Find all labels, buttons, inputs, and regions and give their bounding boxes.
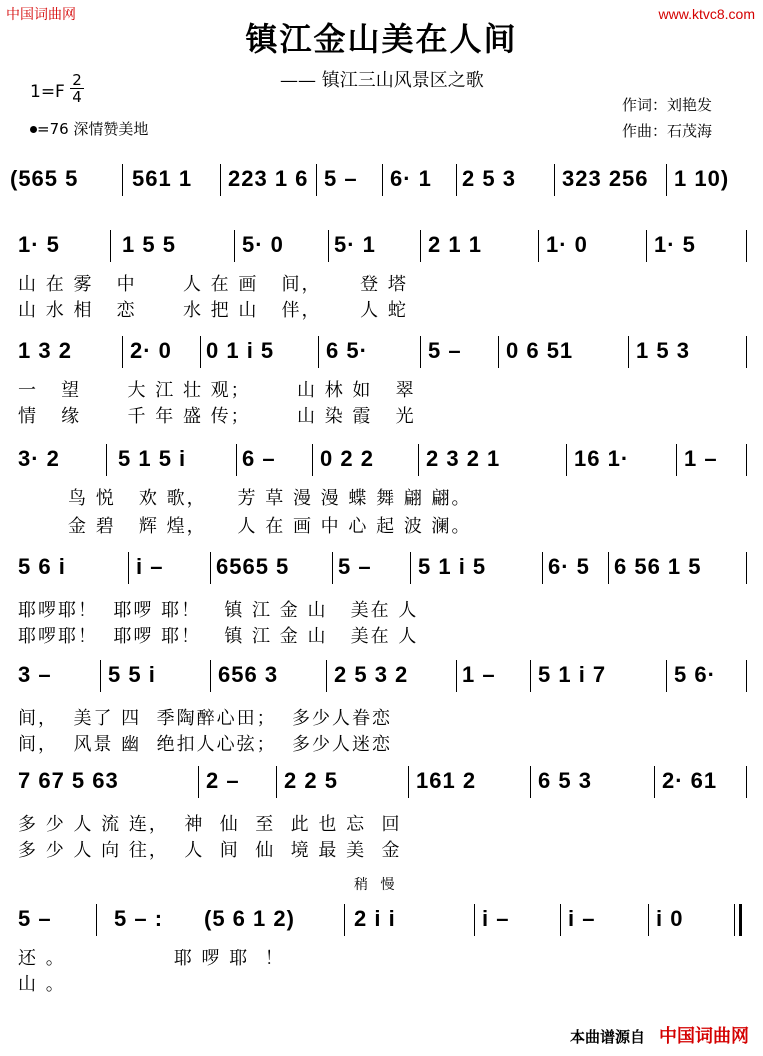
source-footer bbox=[570, 1022, 749, 1048]
bar-line bbox=[746, 660, 747, 692]
bar-line bbox=[530, 766, 531, 798]
bar-line bbox=[236, 444, 237, 476]
bar-line bbox=[110, 230, 111, 262]
measure: 0 1 i 5 bbox=[206, 338, 275, 363]
lyric-verse-2: 金 碧 辉 煌， 人 在 画 中 心 起 波 澜。 bbox=[68, 516, 472, 537]
measure: 2· 0 bbox=[130, 338, 172, 363]
bar-line bbox=[418, 444, 419, 476]
measure: 1· 0 bbox=[546, 232, 588, 257]
bar-line bbox=[498, 336, 499, 368]
bar-line bbox=[676, 444, 677, 476]
measure: 6 56 1 5 bbox=[614, 554, 702, 579]
quarter-note-icon bbox=[30, 126, 37, 133]
measure: 2 5 3 bbox=[462, 166, 516, 191]
bar-line bbox=[100, 660, 101, 692]
bar-line bbox=[560, 904, 561, 936]
bar-line bbox=[128, 552, 129, 584]
measure: 2 5 3 2 bbox=[334, 662, 409, 687]
bar-line bbox=[96, 904, 97, 936]
bar-line bbox=[648, 904, 649, 936]
measure: 7 67 5 63 bbox=[18, 768, 119, 793]
measure: 5 1 i 7 bbox=[538, 662, 607, 687]
bar-line bbox=[344, 904, 345, 936]
measure: 6· 5 bbox=[548, 554, 590, 579]
lyricist: 作词：刘艳发 bbox=[622, 96, 713, 114]
measure: i 0 bbox=[656, 906, 684, 931]
measure: 2 2 5 bbox=[284, 768, 338, 793]
footer-site-link[interactable]: 中国词曲网 bbox=[659, 1026, 749, 1047]
measure: 2 1 1 bbox=[428, 232, 482, 257]
bar-line bbox=[326, 660, 327, 692]
measure: 6· 1 bbox=[390, 166, 432, 191]
measure: 5 – bbox=[324, 166, 358, 191]
bar-line bbox=[608, 552, 609, 584]
notes-line-0 bbox=[10, 160, 752, 198]
measure: 5 6· bbox=[674, 662, 716, 687]
lyric-verse-2: 多 少 人 向 往， 人 间 仙 境 最 美 金 bbox=[18, 840, 402, 861]
bar-line bbox=[456, 164, 457, 196]
measure: 1· 5 bbox=[654, 232, 696, 257]
bar-line bbox=[318, 336, 319, 368]
measure: (565 5 bbox=[10, 166, 79, 191]
tempo-change-marking: 稍 慢 bbox=[354, 877, 399, 893]
measure: i – bbox=[482, 906, 510, 931]
bar-line bbox=[382, 164, 383, 196]
measure: 1 – bbox=[684, 446, 718, 471]
bar-line bbox=[420, 336, 421, 368]
measure: 1 3 2 bbox=[18, 338, 72, 363]
bar-line bbox=[332, 552, 333, 584]
bar-line bbox=[420, 230, 421, 262]
lyric-verse-1: 还 。 耶 啰 耶 ！ bbox=[18, 948, 285, 969]
time-sig-top: 2 bbox=[72, 71, 82, 89]
bar-line bbox=[198, 766, 199, 798]
notes-line-2 bbox=[10, 332, 752, 370]
measure: 5 – bbox=[338, 554, 372, 579]
notes-line-7 bbox=[10, 900, 752, 938]
bar-line bbox=[746, 444, 747, 476]
measure: 3· 2 bbox=[18, 446, 60, 471]
measure: 0 2 2 bbox=[320, 446, 374, 471]
measure: 5 – : bbox=[114, 906, 164, 931]
measure: (5 6 1 2) bbox=[204, 906, 295, 931]
bar-line bbox=[566, 444, 567, 476]
lyric-verse-2: 山 。 bbox=[18, 974, 66, 995]
bar-line bbox=[328, 230, 329, 262]
bar-line bbox=[538, 230, 539, 262]
bar-line bbox=[666, 660, 667, 692]
bar-line bbox=[530, 660, 531, 692]
measure: 5· 1 bbox=[334, 232, 376, 257]
key-signature: 1=F bbox=[30, 82, 65, 102]
bar-line bbox=[456, 660, 457, 692]
bar-line bbox=[408, 766, 409, 798]
tempo-text: =76 深情赞美地 bbox=[37, 120, 149, 138]
lyric-verse-2: 耶啰耶！ 耶啰 耶！ 镇 江 金 山 美在 人 bbox=[18, 626, 419, 647]
measure: 223 1 6 bbox=[228, 166, 309, 191]
measure: 323 256 bbox=[562, 166, 649, 191]
measure: 561 1 bbox=[132, 166, 193, 191]
bar-line bbox=[554, 164, 555, 196]
lyric-verse-1: 山 在 雾 中 人 在 画 间， 登 塔 bbox=[18, 274, 408, 295]
song-title: 镇江金山美在人间 bbox=[245, 20, 518, 58]
notes-line-1 bbox=[10, 226, 752, 264]
tempo-marking bbox=[30, 118, 148, 139]
bar-line bbox=[200, 336, 201, 368]
bar-line bbox=[122, 336, 123, 368]
bar-line bbox=[474, 904, 475, 936]
lyric-verse-2: 间， 风景 幽 绝扣人心弦； 多少人迷恋 bbox=[18, 734, 393, 755]
measure: 5 1 5 i bbox=[118, 446, 187, 471]
bar-line bbox=[106, 444, 107, 476]
measure: i – bbox=[136, 554, 164, 579]
measure: 1 5 5 bbox=[122, 232, 176, 257]
measure: 1 5 3 bbox=[636, 338, 690, 363]
measure: 5 1 i 5 bbox=[418, 554, 487, 579]
final-bar-line bbox=[734, 904, 742, 936]
bar-line bbox=[316, 164, 317, 196]
site-url-right[interactable]: www.ktvc8.com bbox=[658, 6, 755, 22]
measure: 6 5· bbox=[326, 338, 368, 363]
bar-line bbox=[628, 336, 629, 368]
bar-line bbox=[666, 164, 667, 196]
bar-line bbox=[746, 766, 747, 798]
measure: 5 – bbox=[428, 338, 462, 363]
bar-line bbox=[746, 552, 747, 584]
measure: 5 – bbox=[18, 906, 52, 931]
bar-line bbox=[122, 164, 123, 196]
time-sig-bottom: 4 bbox=[70, 88, 84, 105]
measure: 0 6 51 bbox=[506, 338, 574, 363]
bar-line bbox=[542, 552, 543, 584]
bar-line bbox=[210, 660, 211, 692]
bar-line bbox=[410, 552, 411, 584]
site-logo-left[interactable]: 中国词曲网 bbox=[6, 6, 76, 22]
measure: 2 i i bbox=[354, 906, 396, 931]
measure: 2 3 2 1 bbox=[426, 446, 501, 471]
lyric-verse-2: 山 水 相 恋 水 把 山 伴， 人 蛇 bbox=[18, 300, 408, 321]
time-signature bbox=[70, 72, 84, 105]
notes-line-5 bbox=[10, 656, 752, 694]
measure: 1 10) bbox=[674, 166, 730, 191]
lyric-verse-2: 情 缘 千 年 盛 传； 山 染 霞 光 bbox=[18, 406, 416, 427]
measure: 2 – bbox=[206, 768, 240, 793]
lyric-verse-1: 耶啰耶！ 耶啰 耶！ 镇 江 金 山 美在 人 bbox=[18, 600, 419, 621]
measure: 5 6 i bbox=[18, 554, 66, 579]
notes-line-6 bbox=[10, 762, 752, 800]
bar-line bbox=[210, 552, 211, 584]
measure: 16 1· bbox=[574, 446, 630, 471]
bar-line bbox=[654, 766, 655, 798]
lyric-verse-1: 多 少 人 流 连， 神 仙 至 此 也 忘 回 bbox=[18, 814, 402, 835]
measure: 6565 5 bbox=[216, 554, 290, 579]
measure: 5· 0 bbox=[242, 232, 284, 257]
lyric-verse-1: 间， 美了 四 季陶醉心田； 多少人眷恋 bbox=[18, 708, 393, 729]
measure: 2· 61 bbox=[662, 768, 718, 793]
bar-line bbox=[646, 230, 647, 262]
measure: i – bbox=[568, 906, 596, 931]
measure: 6 – bbox=[242, 446, 276, 471]
bar-line bbox=[234, 230, 235, 262]
composer: 作曲：石茂海 bbox=[622, 122, 713, 140]
measure: 3 – bbox=[18, 662, 52, 687]
lyric-verse-1: 一 望 大 江 壮 观； 山 林 如 翠 bbox=[18, 380, 416, 401]
measure: 6 5 3 bbox=[538, 768, 592, 793]
measure: 1· 5 bbox=[18, 232, 60, 257]
measure: 5 5 i bbox=[108, 662, 156, 687]
source-label: 本曲谱源自 bbox=[569, 1028, 645, 1046]
bar-line bbox=[312, 444, 313, 476]
bar-line bbox=[220, 164, 221, 196]
measure: 656 3 bbox=[218, 662, 279, 687]
measure: 161 2 bbox=[416, 768, 477, 793]
notes-line-4 bbox=[10, 548, 752, 586]
bar-line bbox=[746, 336, 747, 368]
measure: 1 – bbox=[462, 662, 496, 687]
song-subtitle: —— 镇江三山风景区之歌 bbox=[280, 70, 484, 91]
notes-line-3 bbox=[10, 440, 752, 478]
bar-line bbox=[746, 230, 747, 262]
bar-line bbox=[276, 766, 277, 798]
lyric-verse-1: 鸟 悦 欢 歌， 芳 草 漫 漫 蝶 舞 翩 翩。 bbox=[68, 488, 472, 509]
